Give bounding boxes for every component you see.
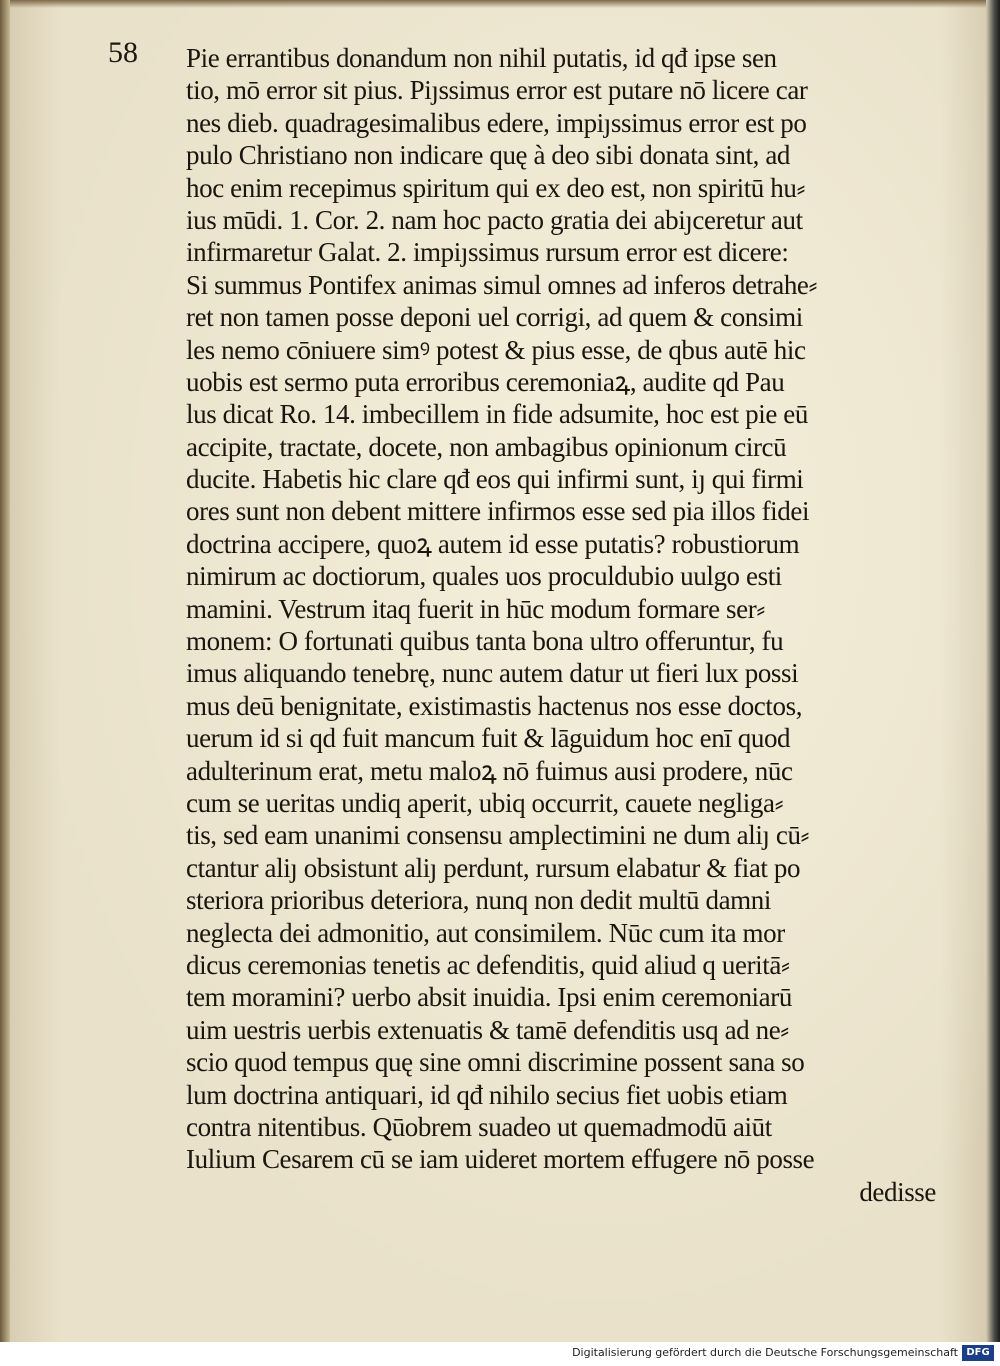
text-line: infirmaretur Galat. 2. impiȷssimus rursum error est dicere: (186, 237, 789, 268)
body-text (186, 42, 936, 1208)
dfg-credit: Digitalisierung gefördert durch die Deutsche Forschungsgemeinschaft (572, 1346, 958, 1359)
text-line: uim uestris uerbis extenuatis & tamē defenditis usq ad ne⸗ (186, 1014, 789, 1045)
catchword: dedisse (859, 1176, 936, 1207)
text-line: nimirum ac doctiorum, quales uos proculdubio uulgo esti (186, 561, 782, 592)
dfg-logo: DFG (962, 1345, 994, 1361)
text-line: nes dieb. quadragesimalibus edere, impiȷssimus error est po (186, 107, 807, 138)
text-line: uerum id si qd fuit mancum fuit & lāguidum hoc enī quod (186, 723, 791, 754)
text-line: Iulium Cesarem cū se iam uideret mortem effugere nō posse (186, 1144, 815, 1175)
text-line: adulterinum erat, metu maloꝝ nō fuimus ausi prodere, nūc (186, 755, 793, 786)
text-line: lus dicat Ro. 14. imbecillem in fide adsumite, hoc est pie eū (186, 399, 808, 430)
text-line: tem moramini? uerbo absit inuidia. Ipsi enim ceremoniarū (186, 982, 792, 1013)
text-line: accipite, tractate, docete, non ambagibus opinionum circū (186, 431, 787, 462)
page-top-edge (0, 0, 1000, 8)
text-line: mus deū benignitate, existimastis hactenus nos esse doctos, (186, 690, 803, 721)
text-line: mamini. Vestrum itaq fuerit in hūc modum formare ser⸗ (186, 593, 765, 624)
text-line: imus aliquando tenebrę, nunc autem datur ut fieri lux possi (186, 658, 799, 689)
text-line: pulo Christiano non indicare quę à deo sibi donata sint, ad (186, 140, 791, 171)
text-line: neglecta dei admonitio, aut consimilem. Nūc cum ita mor (186, 917, 785, 948)
text-line: scio quod tempus quę sine omni discrimine possent sana so (186, 1047, 805, 1078)
text-line: hoc enim recepimus spiritum qui ex deo est, non spiritū hu⸗ (186, 172, 806, 203)
text-line: Si summus Pontifex animas simul omnes ad inferos detrahe⸗ (186, 269, 818, 300)
text-line: ores sunt non debent mittere infirmos esse sed pia illos fidei (186, 496, 810, 527)
page-number: 58 (108, 36, 138, 69)
text-line: monem: O fortunati quibus tanta bona ultro offeruntur, fu (186, 626, 784, 657)
text-line: uobis est sermo puta erroribus ceremoniaꝝ, audite qd Pau (186, 366, 785, 397)
text-line: ret non tamen posse deponi uel corrigi, ad quem & consimi (186, 302, 803, 333)
page-left-edge (0, 0, 10, 1342)
text-line: ducite. Habetis hic clare qđ eos qui infirmi sunt, iȷ qui firmi (186, 464, 804, 495)
page-right-edge (986, 0, 1000, 1342)
text-line: steriora prioribus deteriora, nunq non dedit multū damni (186, 885, 771, 916)
text-line: cum se ueritas undiq aperit, ubiq occurrit, cauete negliga⸗ (186, 787, 784, 818)
text-line: ctantur aliȷ obsistunt aliȷ perdunt, rursum elabatur & fiat po (186, 852, 801, 883)
text-line: Pie errantibus donandum non nihil putatis, id qđ ipse sen (186, 43, 777, 73)
text-line: ius mūdi. 1. Cor. 2. nam hoc pacto gratia dei abiȷceretur aut (186, 204, 803, 235)
text-line: dicus ceremonias tenetis ac defenditis, quid aliud q ueritā⸗ (186, 949, 790, 980)
text-line: doctrina accipere, quoꝝ autem id esse putatis? robustiorum (186, 528, 800, 559)
text-line: tis, sed eam unanimi consensu amplectimini ne dum aliȷ cū⸗ (186, 820, 810, 851)
text-line: contra nitentibus. Qūobrem suadeo ut quemadmodū aiūt (186, 1111, 772, 1142)
text-line: tio, mō error sit pius. Piȷssimus error est putare nō licere car (186, 75, 808, 106)
text-line: les nemo cōniuere simꝰ potest & pius esse, de qbus autē hic (186, 334, 806, 365)
text-line: lum doctrina antiquari, id qđ nihilo secius fiet uobis etiam (186, 1079, 788, 1110)
